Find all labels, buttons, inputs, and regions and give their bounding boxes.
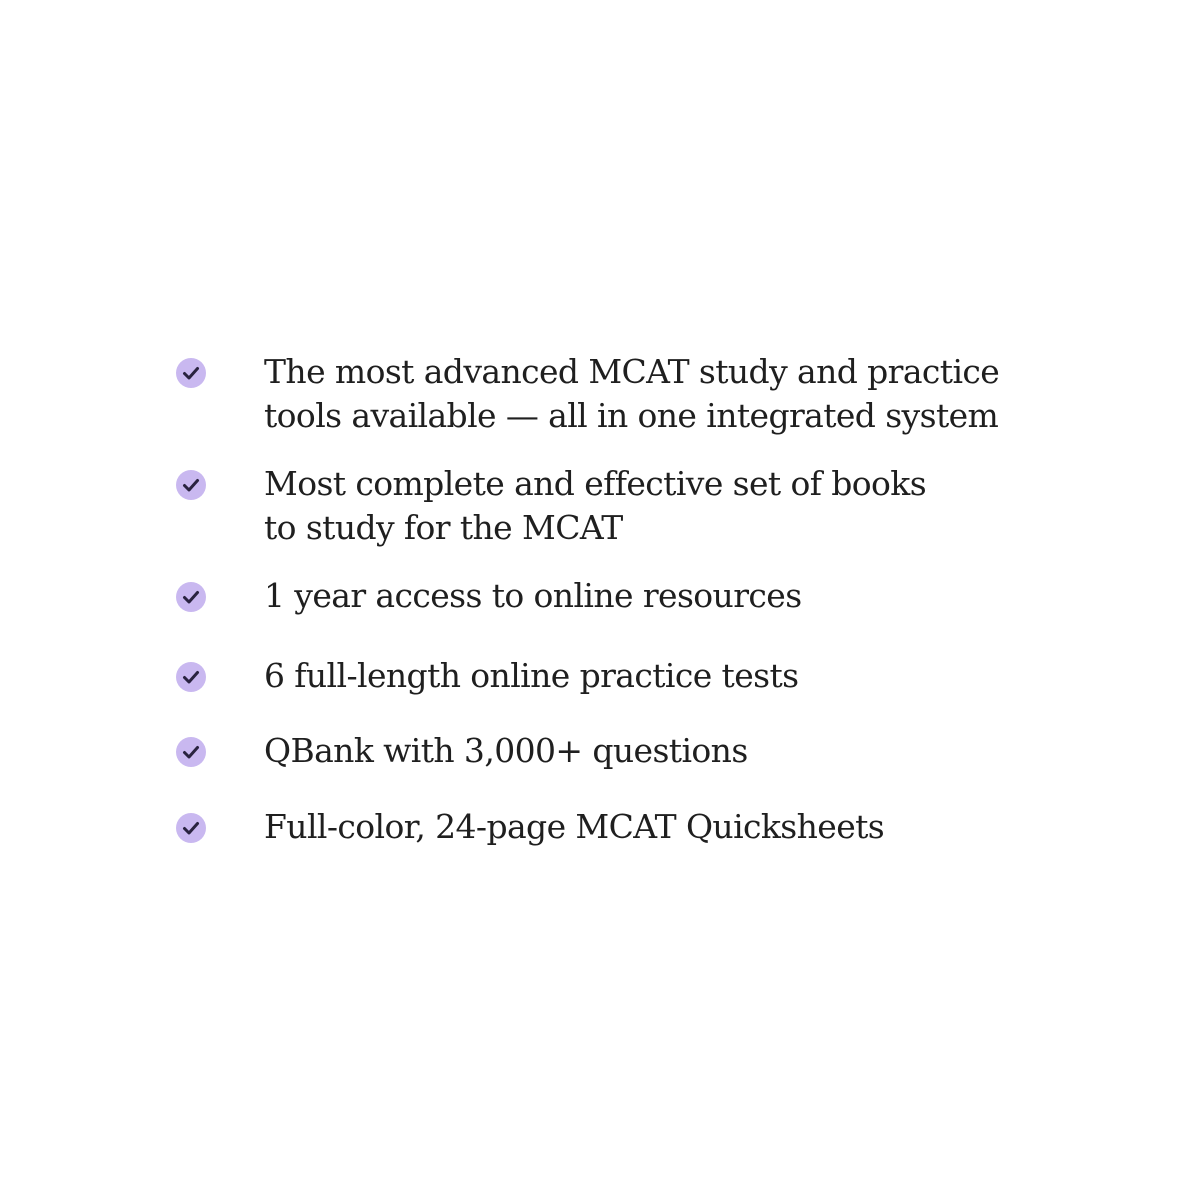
check-circle-icon: [174, 735, 208, 769]
feature-line: Most complete and effective set of books: [264, 464, 927, 503]
feature-line: Full-color, 24-page MCAT Quicksheets: [264, 807, 885, 846]
feature-line: QBank with 3,000+ questions: [264, 731, 748, 770]
feature-text: [264, 805, 1064, 849]
feature-text: [264, 462, 1064, 550]
feature-text: [264, 729, 1064, 773]
feature-line: tools available — all in one integrated system: [264, 396, 999, 435]
feature-text: [264, 574, 1064, 618]
feature-line: to study for the MCAT: [264, 508, 623, 547]
feature-line: The most advanced MCAT study and practice: [264, 352, 1000, 391]
check-circle-icon: [174, 468, 208, 502]
check-circle-icon: [174, 580, 208, 614]
check-circle-icon: [174, 660, 208, 694]
check-circle-icon: [174, 356, 208, 390]
feature-line: 6 full-length online practice tests: [264, 656, 799, 695]
check-circle-icon: [174, 811, 208, 845]
feature-text: [264, 350, 1064, 438]
feature-text: [264, 654, 1064, 698]
feature-line: 1 year access to online resources: [264, 576, 802, 615]
